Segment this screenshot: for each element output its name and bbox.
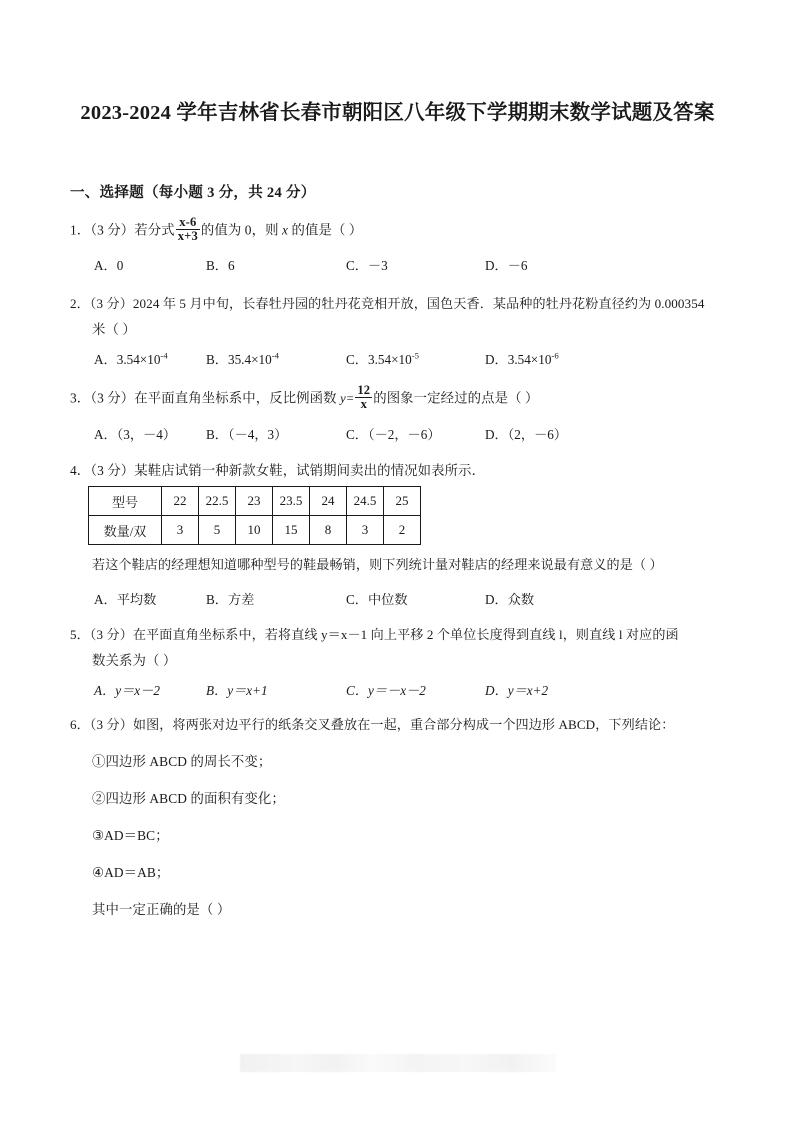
fraction-numerator: x-6	[176, 216, 200, 230]
table-cell-count-5: 3	[347, 516, 384, 545]
option-4-b[interactable]: B．方差	[206, 592, 255, 607]
option-4-c[interactable]: C．中位数	[346, 592, 408, 607]
question-1	[70, 216, 730, 244]
question-2-stem-line-2: 米（ ）	[92, 321, 136, 337]
option-2-b-mantissa: 35.4×10	[227, 352, 272, 367]
option-1-d[interactable]: D．－6	[485, 258, 528, 273]
option-2-b-exponent: -4	[271, 350, 279, 361]
table-row-counts	[89, 516, 421, 545]
option-2-c[interactable]	[346, 349, 485, 368]
shoe-sales-table	[88, 486, 421, 545]
question-4-follow-up: 若这个鞋店的经理想知道哪种型号的鞋最畅销，则下列统计量对鞋店的经理来说最有意义的是（ ）	[92, 557, 663, 572]
option-2-c-label: C．	[346, 352, 368, 367]
table-cell-size-2: 23	[236, 487, 273, 516]
option-3-c[interactable]: C．（－2，－6）	[346, 427, 441, 442]
table-cell-count-4: 8	[310, 516, 347, 545]
question-4-follow-up-wrap	[70, 552, 742, 578]
question-3	[70, 384, 730, 412]
option-2-c-mantissa: 3.54×10	[367, 352, 412, 367]
table-cell-size-0: 22	[162, 487, 199, 516]
option-3-a[interactable]: A．（3，－4）	[94, 427, 177, 442]
fraction-denominator: x	[360, 397, 367, 412]
section-heading: 一、选择题（每小题 3 分，共 24 分）	[70, 185, 316, 201]
table-cell-count-0: 3	[162, 516, 199, 545]
question-6-item-1: ①四边形 ABCD 的周长不变；	[92, 753, 272, 769]
option-4-a[interactable]: A．平均数	[94, 592, 157, 607]
option-2-d[interactable]	[485, 349, 625, 368]
fraction-numerator: 12	[357, 383, 371, 397]
option-5-d[interactable]: D．y＝x+2	[485, 683, 549, 698]
question-1-stem-suffix-1: 的值为 0，则	[200, 222, 283, 238]
option-2-a-label: A．	[94, 352, 117, 367]
watermark-band	[240, 1054, 556, 1072]
option-4-d[interactable]: D．众数	[485, 592, 535, 607]
question-3-stem-prefix: 3．（3 分）在平面直角坐标系中，反比例函数	[70, 390, 341, 406]
option-5-a[interactable]: A．y＝x－2	[94, 683, 160, 698]
table-row-label-count: 数量/双	[89, 516, 162, 545]
question-1-stem-prefix: 1．（3 分）若分式	[70, 222, 175, 238]
page-title: 2023-2024 学年吉林省长春市朝阳区八年级下学期期末数学试题及答案	[80, 102, 715, 124]
option-2-d-exponent: -6	[551, 350, 559, 361]
table-cell-count-2: 10	[236, 516, 273, 545]
question-5	[70, 622, 742, 674]
option-2-b-label: B．	[206, 352, 228, 367]
option-2-d-mantissa: 3.54×10	[507, 352, 552, 367]
question-4-options	[70, 589, 730, 608]
question-5-stem-line-1: 5．（3 分）在平面直角坐标系中，若将直线 y＝x－1 向上平移 2 个单位长度得到直线 l，则直线 l 对应的函	[70, 627, 679, 642]
option-3-b[interactable]: B．（－4，3）	[206, 427, 288, 442]
question-2-options	[70, 349, 730, 368]
question-6-closing: 其中一定正确的是（ ）	[92, 902, 231, 918]
option-2-d-label: D．	[485, 352, 508, 367]
fraction-x6-over-x3	[176, 216, 200, 244]
fraction-12-over-x	[355, 384, 372, 412]
option-5-c[interactable]: C．y＝－x－2	[346, 683, 426, 698]
table-cell-count-6: 2	[384, 516, 421, 545]
question-4-stem: 4．（3 分）某鞋店试销一种新款女鞋，试销期间卖出的情况如表所示．	[70, 463, 486, 478]
option-5-b[interactable]: B．y＝x+1	[206, 683, 268, 698]
question-1-options	[70, 255, 730, 274]
question-6	[70, 712, 742, 923]
table-cell-size-5: 24.5	[347, 487, 384, 516]
table-cell-size-6: 25	[384, 487, 421, 516]
table-cell-size-4: 24	[310, 487, 347, 516]
question-3-stem	[70, 384, 730, 412]
option-3-d[interactable]: D．（2，－6）	[485, 427, 568, 442]
question-2	[70, 291, 742, 343]
question-6-stem: 6．（3 分）如图，将两张对边平行的纸条交叉叠放在一起，重合部分构成一个四边形 ABCD，下列结论：	[70, 717, 675, 732]
question-3-options	[70, 424, 730, 443]
question-5-options	[70, 680, 730, 699]
question-6-item-3: ③AD＝BC；	[92, 827, 169, 843]
question-2-stem-line-1: 2．（3 分）2024 年 5 月中旬，长春牡丹园的牡丹花竞相开放，国色天香．某品种的牡丹花粉直径约为 0.000354	[70, 296, 705, 311]
table-row-label-size: 型号	[89, 487, 162, 516]
question-3-eq-lhs: y=	[340, 391, 355, 406]
option-1-c[interactable]: C．－3	[346, 258, 388, 273]
table-cell-size-1: 22.5	[199, 487, 236, 516]
option-2-b[interactable]	[206, 349, 346, 368]
option-2-a[interactable]	[70, 349, 206, 368]
table-row-sizes	[89, 487, 421, 516]
question-1-stem-suffix-2: 的值是（ ）	[288, 222, 363, 238]
table-cell-size-3: 23.5	[273, 487, 310, 516]
question-6-item-2: ②四边形 ABCD 的面积有变化；	[92, 790, 285, 806]
option-1-b[interactable]: B．6	[206, 258, 235, 273]
question-4	[70, 458, 730, 484]
option-2-a-exponent: -4	[160, 350, 168, 361]
question-3-stem-suffix: 的图象一定经过的点是（ ）	[373, 390, 539, 406]
question-1-variable: x	[282, 222, 289, 238]
table-cell-count-1: 5	[199, 516, 236, 545]
question-1-stem	[70, 216, 730, 244]
option-2-a-mantissa: 3.54×10	[116, 352, 161, 367]
table-cell-count-3: 15	[273, 516, 310, 545]
question-6-item-4: ④AD＝AB；	[92, 864, 170, 880]
question-5-stem-line-2: 数关系为（ ）	[92, 652, 177, 668]
option-1-a[interactable]: A．0	[94, 258, 124, 273]
fraction-denominator: x+3	[177, 229, 198, 244]
option-2-c-exponent: -5	[411, 350, 419, 361]
